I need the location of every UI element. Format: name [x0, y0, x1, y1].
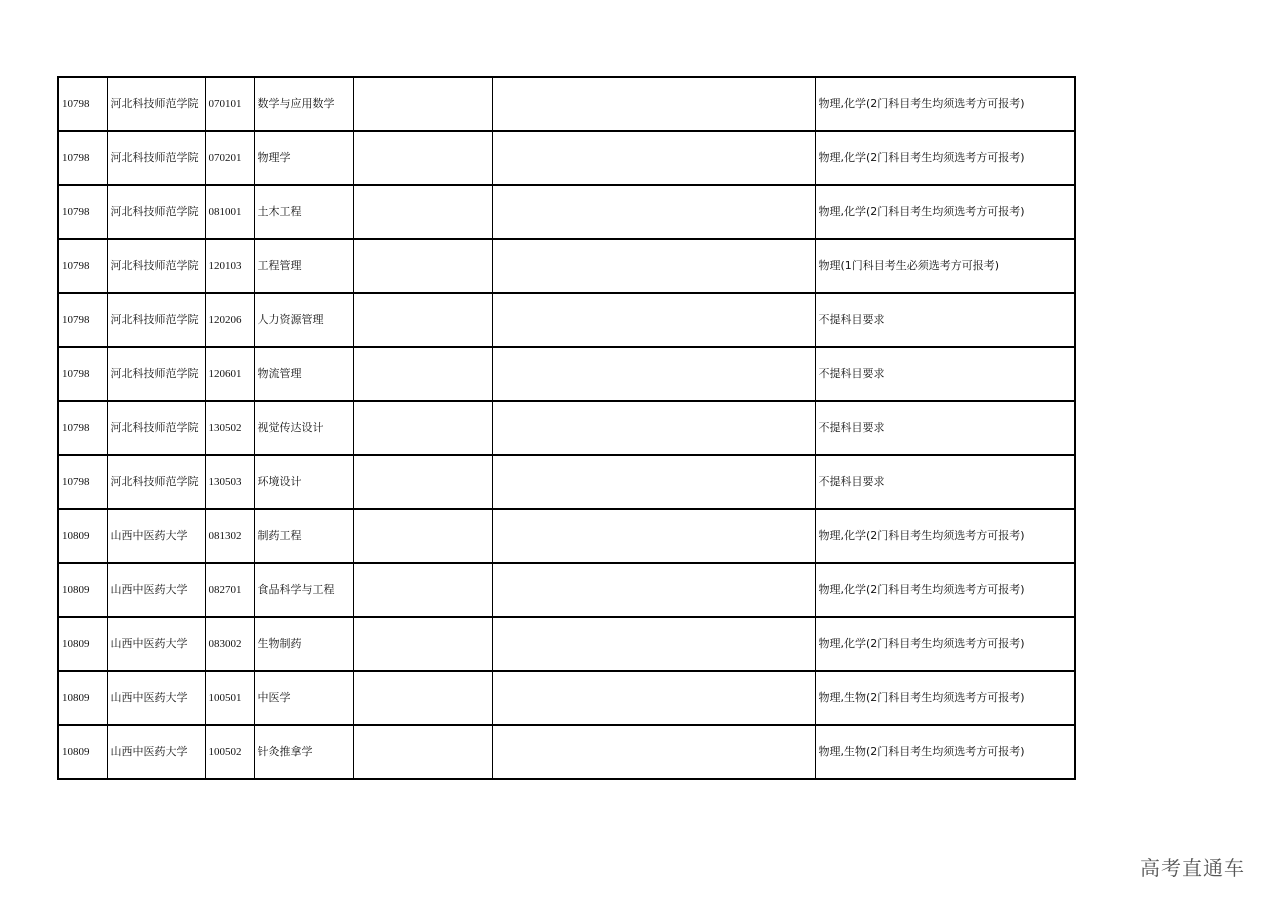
major-name-cell: 视觉传达设计: [254, 401, 353, 455]
major-code-cell: 081001: [205, 185, 254, 239]
major-name-cell: 土木工程: [254, 185, 353, 239]
school-code-cell: 10798: [58, 131, 107, 185]
watermark-logo: 高考直通车: [1140, 856, 1245, 880]
major-name-cell: 针灸推拿学: [254, 725, 353, 779]
subject-requirement-cell: 物理,生物(2门科目考生均须选考方可报考): [815, 725, 1075, 779]
blank-cell-b: [492, 509, 815, 563]
requirements-table: [57, 76, 1076, 780]
blank-cell-a: [353, 131, 492, 185]
blank-cell-a: [353, 671, 492, 725]
subject-requirement-cell: 物理,生物(2门科目考生均须选考方可报考): [815, 671, 1075, 725]
table-row: [58, 77, 1075, 131]
major-code-cell: 130503: [205, 455, 254, 509]
major-code-cell: 100502: [205, 725, 254, 779]
school-code-cell: 10798: [58, 347, 107, 401]
blank-cell-a: [353, 563, 492, 617]
school-name-cell: 河北科技师范学院: [107, 347, 205, 401]
school-code-cell: 10798: [58, 455, 107, 509]
blank-cell-b: [492, 347, 815, 401]
blank-cell-a: [353, 455, 492, 509]
blank-cell-a: [353, 617, 492, 671]
school-code-cell: 10809: [58, 509, 107, 563]
table-row: [58, 563, 1075, 617]
major-name-cell: 生物制药: [254, 617, 353, 671]
major-code-cell: 120601: [205, 347, 254, 401]
major-code-cell: 130502: [205, 401, 254, 455]
school-name-cell: 山西中医药大学: [107, 725, 205, 779]
subject-requirement-cell: 不提科目要求: [815, 401, 1075, 455]
table-row: [58, 671, 1075, 725]
major-code-cell: 081302: [205, 509, 254, 563]
table-row: [58, 293, 1075, 347]
subject-requirement-cell: 物理,化学(2门科目考生均须选考方可报考): [815, 617, 1075, 671]
subject-requirement-cell: 物理,化学(2门科目考生均须选考方可报考): [815, 77, 1075, 131]
subject-requirement-cell: 不提科目要求: [815, 347, 1075, 401]
major-name-cell: 制药工程: [254, 509, 353, 563]
school-code-cell: 10809: [58, 563, 107, 617]
school-code-cell: 10798: [58, 239, 107, 293]
table-row: [58, 509, 1075, 563]
blank-cell-b: [492, 131, 815, 185]
blank-cell-b: [492, 239, 815, 293]
school-name-cell: 山西中医药大学: [107, 509, 205, 563]
school-code-cell: 10798: [58, 77, 107, 131]
school-name-cell: 河北科技师范学院: [107, 131, 205, 185]
major-code-cell: 083002: [205, 617, 254, 671]
table-row: [58, 455, 1075, 509]
school-code-cell: 10809: [58, 617, 107, 671]
table-row: [58, 347, 1075, 401]
major-name-cell: 工程管理: [254, 239, 353, 293]
blank-cell-b: [492, 185, 815, 239]
blank-cell-a: [353, 77, 492, 131]
blank-cell-a: [353, 347, 492, 401]
school-name-cell: 河北科技师范学院: [107, 293, 205, 347]
table-row: [58, 725, 1075, 779]
subject-requirement-cell: 物理,化学(2门科目考生均须选考方可报考): [815, 131, 1075, 185]
school-name-cell: 河北科技师范学院: [107, 185, 205, 239]
school-name-cell: 山西中医药大学: [107, 617, 205, 671]
blank-cell-b: [492, 725, 815, 779]
major-code-cell: 100501: [205, 671, 254, 725]
school-name-cell: 河北科技师范学院: [107, 401, 205, 455]
blank-cell-b: [492, 671, 815, 725]
blank-cell-b: [492, 77, 815, 131]
major-code-cell: 120103: [205, 239, 254, 293]
school-name-cell: 河北科技师范学院: [107, 77, 205, 131]
school-name-cell: 山西中医药大学: [107, 563, 205, 617]
table-row: [58, 401, 1075, 455]
major-name-cell: 物理学: [254, 131, 353, 185]
major-code-cell: 082701: [205, 563, 254, 617]
major-name-cell: 数学与应用数学: [254, 77, 353, 131]
blank-cell-b: [492, 455, 815, 509]
table-row: [58, 239, 1075, 293]
school-code-cell: 10809: [58, 725, 107, 779]
blank-cell-a: [353, 509, 492, 563]
subject-requirement-cell: 物理,化学(2门科目考生均须选考方可报考): [815, 509, 1075, 563]
major-name-cell: 中医学: [254, 671, 353, 725]
major-name-cell: 人力资源管理: [254, 293, 353, 347]
major-code-cell: 070201: [205, 131, 254, 185]
major-name-cell: 环境设计: [254, 455, 353, 509]
major-name-cell: 物流管理: [254, 347, 353, 401]
table-row: [58, 617, 1075, 671]
major-code-cell: 070101: [205, 77, 254, 131]
blank-cell-b: [492, 617, 815, 671]
blank-cell-b: [492, 293, 815, 347]
blank-cell-a: [353, 725, 492, 779]
subject-requirement-cell: 物理(1门科目考生必须选考方可报考): [815, 239, 1075, 293]
subject-requirement-cell: 物理,化学(2门科目考生均须选考方可报考): [815, 185, 1075, 239]
subject-requirement-cell: 不提科目要求: [815, 455, 1075, 509]
major-code-cell: 120206: [205, 293, 254, 347]
school-code-cell: 10798: [58, 185, 107, 239]
blank-cell-a: [353, 239, 492, 293]
blank-cell-a: [353, 401, 492, 455]
blank-cell-a: [353, 185, 492, 239]
school-name-cell: 山西中医药大学: [107, 671, 205, 725]
blank-cell-b: [492, 401, 815, 455]
blank-cell-a: [353, 293, 492, 347]
school-code-cell: 10809: [58, 671, 107, 725]
blank-cell-b: [492, 563, 815, 617]
subject-requirement-cell: 不提科目要求: [815, 293, 1075, 347]
school-code-cell: 10798: [58, 293, 107, 347]
table-row: [58, 185, 1075, 239]
major-name-cell: 食品科学与工程: [254, 563, 353, 617]
table-body: [58, 77, 1075, 779]
table-row: [58, 131, 1075, 185]
school-code-cell: 10798: [58, 401, 107, 455]
school-name-cell: 河北科技师范学院: [107, 239, 205, 293]
school-name-cell: 河北科技师范学院: [107, 455, 205, 509]
subject-requirement-cell: 物理,化学(2门科目考生均须选考方可报考): [815, 563, 1075, 617]
